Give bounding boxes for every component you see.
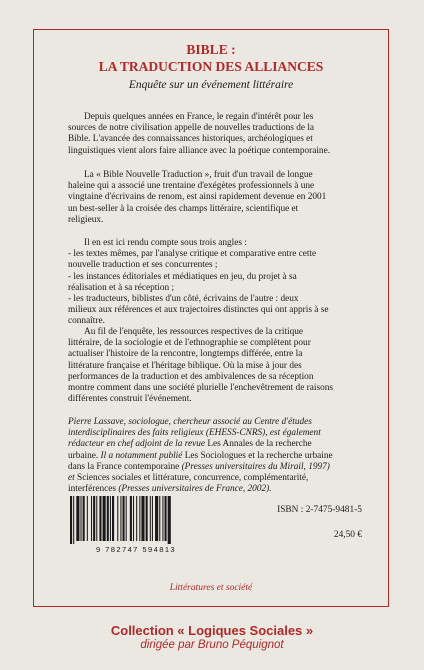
- barcode-bar: [162, 496, 163, 541]
- paragraph-line: La « Bible Nouvelle Traduction », fruit d'un travail de longue: [84, 170, 313, 180]
- author-bio-italic: (Presses universitaires de France, 2002).: [116, 484, 272, 495]
- barcode-bar: [83, 496, 85, 541]
- author-bio-roman: interférences: [68, 484, 117, 495]
- barcode-bar: [133, 496, 134, 541]
- paragraph-line: sources de notre civilisation appelle de nouvelles traductions de la: [68, 123, 315, 134]
- author-bio-roman: Les Sociologues et la recherche urbaine: [182, 450, 333, 461]
- isbn: ISBN : 2-7475-9481-5: [277, 505, 362, 515]
- barcode-bar: [130, 496, 132, 541]
- barcode-bar: [120, 496, 121, 541]
- author-bio-roman: urbaine.: [68, 450, 99, 461]
- paragraph-line: littéraire, de la sociologie et de l'ethnographie se complètent pour: [68, 338, 311, 349]
- paragraph-line: linguistiques vient alors faire alliance avec la poétique contemporaine.: [68, 145, 331, 156]
- author-bio-line: interdisciplinaires des faits religieux (EHESS-CNRS), est également: [68, 428, 321, 439]
- barcode-bar: [96, 496, 97, 541]
- author-bio-italic: (Presses universitaires du Mirail, 1997): [179, 461, 330, 472]
- paragraph-line: Au fil de l'enquête, les ressources respectives de la critique: [84, 327, 304, 337]
- barcode-bar: [73, 496, 74, 544]
- author-bio-roman: dans la France contemporaine: [68, 461, 180, 472]
- paragraph-line: connaître.: [68, 316, 105, 327]
- paragraph-intro: [68, 112, 357, 157]
- author-bio-line: [68, 484, 357, 495]
- author-bio-roman: Sciences sociales et littérature, concurrence, complémentarité,: [74, 473, 309, 484]
- title-line-2: LA TRADUCTION DES ALLIANCES: [98, 59, 324, 74]
- barcode-bar: [152, 496, 153, 541]
- barcode-bar: [87, 496, 88, 541]
- barcode-bars: [66, 496, 206, 544]
- barcode-bar: [136, 496, 137, 541]
- barcode-bar: [91, 496, 92, 541]
- barcode-bar: [70, 496, 72, 544]
- paragraph-line: montre comment dans une société plurielle l'enchevêtrement de raisons: [68, 383, 333, 394]
- barcode-bar: [93, 496, 95, 541]
- barcode-bar: [150, 496, 151, 541]
- paragraph-line: - les instances éditoriales et médiatiques en jeu, du projet à sa: [68, 271, 297, 282]
- paragraph-enquete: [68, 327, 357, 405]
- barcode-digits: 9 782747 594813: [95, 545, 177, 554]
- paragraph-line: performances de la traduction et des ambivalences de sa réception: [68, 371, 314, 382]
- barcode-bar: [159, 496, 160, 541]
- paragraph-line: Depuis quelques années en France, le regain d'intérêt pour les: [84, 112, 314, 122]
- author-bio-italic: rédacteur en chef adjoint de la revue: [68, 439, 205, 450]
- price: 24,50 €: [333, 530, 362, 540]
- barcode-bar: [146, 496, 148, 541]
- author-bio: [68, 417, 357, 495]
- paragraph-line: religieux.: [68, 214, 104, 225]
- barcode-bar: [155, 496, 158, 541]
- paragraph-line: Bible. L'avancée des connaissances historiques, archéologiques et: [68, 134, 313, 145]
- paragraph-line: - les textes mêmes, par l'analyse critique et comparative entre cette: [68, 249, 317, 260]
- paragraph-line: milieux aux références et aux trajectoires distinctes qui ont appris à se: [68, 305, 329, 316]
- author-bio-line: [68, 473, 357, 484]
- paragraph-line: Il en est ici rendu compte sous trois angles :: [84, 238, 247, 248]
- barcode-bar: [107, 496, 109, 541]
- barcode-bar: [76, 496, 79, 541]
- barcode-bar: [110, 496, 111, 541]
- barcode-bar: [117, 496, 118, 541]
- paragraph-line: vingtaine d'écrivains de renom, est ainsi rapidement devenue en 2001: [68, 192, 327, 203]
- paragraph-bible-nouvelle-traduction: [68, 170, 357, 226]
- barcode-bar: [123, 496, 125, 541]
- barcode-bar: [165, 496, 167, 541]
- barcode-bar: [99, 496, 101, 541]
- author-bio-line: [68, 462, 357, 473]
- barcode-bar: [103, 496, 106, 541]
- author-bio-line: [68, 439, 357, 450]
- paragraph-line: haleine qui a associé une trentaine d'exégètes professionnels à une: [68, 181, 315, 192]
- collection-director: dirigée par Bruno Péquignot: [140, 639, 284, 651]
- author-bio-roman: Les Annales de la recherche: [205, 439, 312, 450]
- barcode: [66, 496, 206, 548]
- author-bio-italic: Il a notamment publié: [98, 450, 183, 461]
- barcode-bar: [141, 496, 144, 541]
- author-bio-line: [68, 451, 357, 462]
- barcode-bar: [168, 496, 171, 544]
- paragraph-three-angles: [68, 238, 357, 328]
- barcode-bar: [139, 496, 140, 541]
- barcode-bar: [112, 496, 114, 541]
- paragraph-line: réalisation et à sa réception ;: [68, 282, 175, 293]
- author-bio-line: Pierre Lassave, sociologue, chercheur associé au Centre d'études: [68, 417, 312, 427]
- paragraph-line: - les traducteurs, biblistes d'un côté, écrivains de l'autre : deux: [68, 294, 299, 305]
- paragraph-line: actualiser l'histoire de la rencontre, longtemps différée, entre la: [68, 349, 303, 360]
- paragraph-line: nouvelle traduction et ses concurrentes ;: [68, 260, 218, 271]
- paragraph-line: littérature française et l'héritage biblique. Où la mise à jour des: [68, 360, 302, 371]
- title-line-1: BIBLE :: [186, 42, 236, 57]
- paragraph-line: un best-seller à la croisée des champs littéraire, scientifique et: [68, 203, 299, 214]
- subtitle: Enquête sur un événement littéraire: [128, 79, 294, 91]
- author-bio-italic: et: [68, 473, 75, 484]
- barcode-bar: [81, 496, 82, 541]
- barcode-bar: [126, 496, 127, 541]
- paragraph-line: différentes construit l'événement.: [68, 394, 192, 405]
- series-name: Littératures et société: [169, 583, 253, 593]
- collection-name: Collection « Logiques Sociales »: [110, 623, 314, 638]
